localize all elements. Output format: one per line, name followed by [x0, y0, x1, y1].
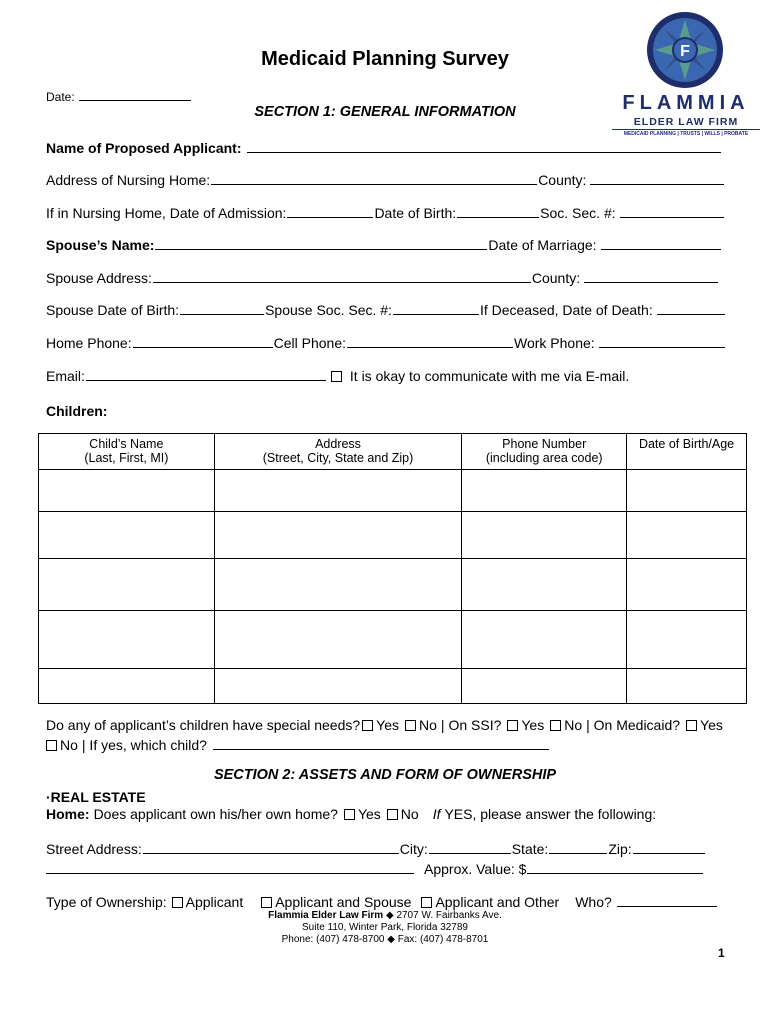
- death-line[interactable]: [657, 300, 725, 315]
- email-ok-checkbox[interactable]: [331, 371, 342, 382]
- spouse-name-label: Spouse’s Name:: [46, 237, 155, 253]
- row-phones: [46, 333, 726, 351]
- children-label: Children:: [46, 403, 108, 419]
- nursing-home-label: Address of Nursing Home:: [46, 172, 211, 188]
- zip-label: Zip:: [608, 841, 632, 857]
- ssi-yes-checkbox[interactable]: [507, 720, 518, 731]
- row-spouse-name: [46, 235, 722, 253]
- cell-phone-label: Cell Phone:: [273, 335, 346, 351]
- own-applicant-checkbox[interactable]: [172, 897, 183, 908]
- approx-value-line[interactable]: [527, 859, 703, 874]
- row-spouse-dob: [46, 300, 726, 318]
- special-no-checkbox[interactable]: [405, 720, 416, 731]
- own-other-checkbox[interactable]: [421, 897, 432, 908]
- table-row: [39, 669, 747, 704]
- applicant-name-label: Name of Proposed Applicant:: [46, 140, 242, 156]
- home-no-checkbox[interactable]: [387, 809, 398, 820]
- page-title: Medicaid Planning Survey: [261, 48, 509, 70]
- section2-heading: SECTION 2: ASSETS AND FORM OF OWNERSHIP: [213, 767, 557, 783]
- street-label: Street Address:: [46, 841, 142, 857]
- spouse-county-label: County:: [531, 270, 581, 286]
- medicaid-no-checkbox[interactable]: [46, 740, 57, 751]
- email-ok-label: It is okay to communicate with me via E-mail.: [349, 368, 630, 384]
- admission-label: If in Nursing Home, Date of Admission:: [46, 205, 287, 221]
- city-label: City:: [399, 841, 428, 857]
- footer: Flammia Elder Law Firm ◆ 2707 W. Fairbanks Ave. Suite 110, Winter Park, Florida 32789 Phone: (407) 478-8700 ◆ Fax: (407) 478-8701: [0, 910, 770, 946]
- dob-label: Date of Birth:: [374, 205, 457, 221]
- th-phone: Phone Number (including area code): [462, 434, 627, 470]
- logo-name: FLAMMIA: [622, 92, 750, 114]
- row-email: [46, 366, 629, 384]
- footer-fax: Fax: (407) 478-8701: [397, 934, 489, 945]
- which-child-line[interactable]: [213, 735, 549, 750]
- spouse-dob-label: Spouse Date of Birth:: [46, 302, 180, 318]
- which-child-label: | If yes, which child?: [81, 737, 207, 753]
- th-address: Address (Street, City, State and Zip): [214, 434, 462, 470]
- date-label: Date:: [46, 90, 75, 104]
- logo-tagline: MEDICAID PLANNING | TRUSTS | WILLS | PROBATE: [612, 129, 760, 137]
- work-phone-label: Work Phone:: [514, 335, 595, 351]
- zip-line[interactable]: [633, 839, 705, 854]
- date-line[interactable]: [79, 89, 191, 101]
- spouse-name-line[interactable]: [155, 235, 487, 250]
- row-home: Home: Does applicant own his/her own home? Yes No If YES, please answer the following:: [46, 806, 657, 822]
- spouse-ssn-line[interactable]: [393, 300, 479, 315]
- own-spouse-checkbox[interactable]: [261, 897, 272, 908]
- section1-heading: SECTION 1: GENERAL INFORMATION: [254, 104, 516, 120]
- email-line[interactable]: [86, 366, 326, 381]
- death-label: If Deceased, Date of Death:: [479, 302, 653, 318]
- state-label: State:: [511, 841, 549, 857]
- ownership-label: Type of Ownership:: [46, 894, 167, 910]
- table-row: [39, 512, 747, 559]
- email-label: Email:: [46, 368, 85, 384]
- row-value: [46, 859, 704, 877]
- row-spouse-address: [46, 268, 719, 286]
- footer-address: Suite 110, Winter Park, Florida 32789: [301, 922, 468, 933]
- row-nursing-home: [46, 170, 725, 188]
- th-child-name: Child’s Name (Last, First, MI): [39, 434, 215, 470]
- county-label: County:: [538, 172, 587, 188]
- row-which-child: No | If yes, which child?: [46, 735, 550, 753]
- marriage-label: Date of Marriage:: [488, 237, 597, 253]
- spouse-county-line[interactable]: [584, 268, 718, 283]
- logo-subtitle: ELDER LAW FIRM: [633, 116, 739, 128]
- work-phone-line[interactable]: [599, 333, 725, 348]
- table-row: [39, 611, 747, 669]
- spouse-address-label: Spouse Address:: [46, 270, 152, 286]
- county-line[interactable]: [590, 170, 724, 185]
- street-line-2[interactable]: [46, 859, 414, 874]
- row-street: [46, 839, 706, 857]
- svg-text:F: F: [680, 43, 690, 60]
- ssi-no-checkbox[interactable]: [550, 720, 561, 731]
- home-phone-line[interactable]: [133, 333, 273, 348]
- state-line[interactable]: [549, 839, 607, 854]
- dob-line[interactable]: [457, 203, 539, 218]
- spouse-ssn-label: Spouse Soc. Sec. #:: [265, 302, 392, 318]
- table-header-row: [39, 434, 747, 470]
- ssn-line[interactable]: [620, 203, 724, 218]
- admission-line[interactable]: [287, 203, 373, 218]
- who-line[interactable]: [617, 892, 717, 907]
- page-number: 1: [718, 946, 725, 960]
- special-yes-checkbox[interactable]: [362, 720, 373, 731]
- row-applicant-name: [46, 138, 722, 156]
- city-line[interactable]: [429, 839, 511, 854]
- home-question: Does applicant own his/her own home?: [93, 806, 338, 822]
- footer-phone: Phone: (407) 478-8700: [281, 934, 385, 945]
- marriage-line[interactable]: [601, 235, 721, 250]
- street-line[interactable]: [143, 839, 399, 854]
- spouse-dob-line[interactable]: [180, 300, 264, 315]
- approx-value-label: Approx. Value: $: [424, 861, 527, 877]
- medicaid-yes-checkbox[interactable]: [686, 720, 697, 731]
- table-row: [39, 559, 747, 611]
- real-estate-label: ·REAL ESTATE: [46, 789, 146, 805]
- applicant-name-line[interactable]: [247, 138, 721, 153]
- diamond-icon: ◆: [385, 910, 394, 921]
- date-field[interactable]: [46, 89, 192, 104]
- diamond-icon: ◆: [387, 934, 395, 945]
- spouse-address-line[interactable]: [153, 268, 531, 283]
- table-row: [39, 470, 747, 512]
- nursing-home-line[interactable]: [211, 170, 537, 185]
- home-phone-label: Home Phone:: [46, 335, 132, 351]
- children-table: [38, 433, 747, 704]
- footer-firm: Flammia Elder Law Firm: [268, 910, 384, 921]
- th-dob-age: Date of Birth/Age: [627, 434, 747, 470]
- special-needs-label: Do any of applicant’s children have special needs?: [46, 717, 361, 733]
- home-label: Home:: [46, 806, 90, 822]
- ssn-label: Soc. Sec. #:: [540, 205, 616, 221]
- home-yes-checkbox[interactable]: [344, 809, 355, 820]
- row-special-needs: Do any of applicant’s children have special needs? Yes No | On SSI? Yes No | On Medicaid? Yes: [46, 717, 723, 733]
- row-admission: [46, 203, 725, 221]
- row-ownership: Type of Ownership: Applicant Applicant and Spouse Applicant and Other Who?: [46, 892, 718, 910]
- who-label: Who?: [575, 894, 612, 910]
- cell-phone-line[interactable]: [347, 333, 513, 348]
